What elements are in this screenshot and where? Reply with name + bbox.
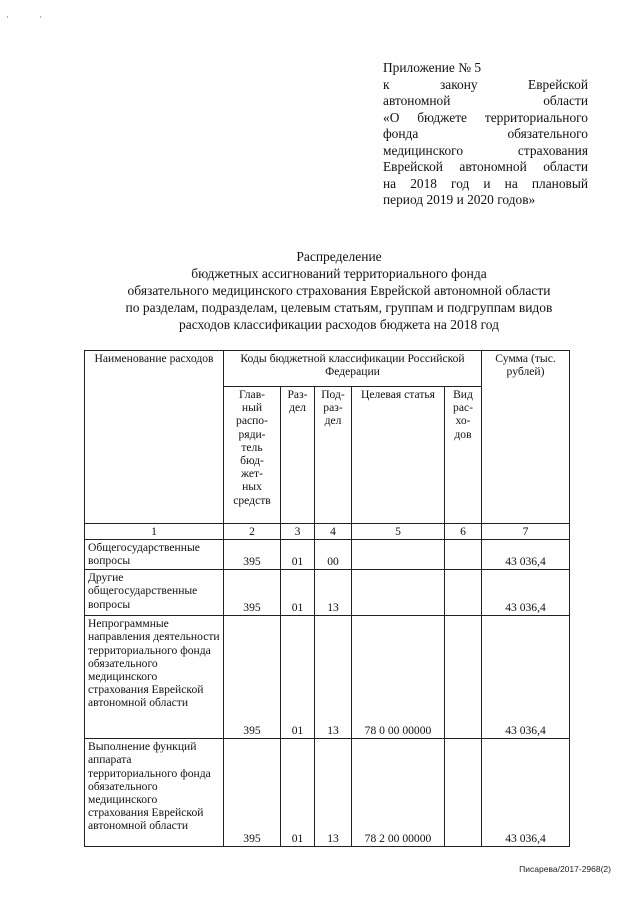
table-row [85, 570, 570, 616]
header-podrazdel: Под- раз- дел [315, 387, 352, 524]
footer-reference: Писарева/2017-2968(2) [519, 864, 611, 874]
row-razdel: 01 [281, 570, 315, 616]
row-podrazdel: 13 [315, 739, 352, 847]
row-sum: 43 036,4 [482, 739, 570, 847]
appendix-line: медицинского страхования [383, 142, 588, 158]
row-podrazdel: 00 [315, 540, 352, 570]
budget-table [84, 350, 570, 847]
title-line: Распределение [296, 249, 382, 264]
appendix-line: период 2019 и 2020 годов» [383, 192, 536, 207]
header-target: Целевая статья [352, 387, 445, 524]
row-glav: 395 [224, 570, 281, 616]
row-target [352, 570, 445, 616]
header-name: Наименование расходов [85, 351, 224, 524]
row-podrazdel: 13 [315, 570, 352, 616]
row-target: 78 2 00 00000 [352, 739, 445, 847]
appendix-line: Еврейской автономной области [383, 159, 588, 174]
title-line: по разделам, подразделам, целевым статьям, группам и подгруппам видов [125, 300, 553, 315]
title-line: бюджетных ассигнований территориального фонда [191, 266, 487, 281]
column-number: 4 [315, 524, 352, 540]
document-title [60, 248, 618, 333]
column-number: 7 [482, 524, 570, 540]
row-name: Выполнение функций аппарата территориального фонда обязательного медицинского страхования Еврейской автономной области [85, 739, 224, 847]
header-razdel: Раз- дел [281, 387, 315, 524]
row-razdel: 01 [281, 616, 315, 739]
column-number: 2 [224, 524, 281, 540]
header-vid: Вид рас- хо- дов [445, 387, 482, 524]
column-number: 5 [352, 524, 445, 540]
row-podrazdel: 13 [315, 616, 352, 739]
table-row [85, 540, 570, 570]
column-number: 3 [281, 524, 315, 540]
row-glav: 395 [224, 616, 281, 739]
row-vid [445, 616, 482, 739]
table-row [85, 739, 570, 847]
row-name: Непрограммные направления деятельности территориального фонда обязательного медицинского страхования Еврейской автономной области [85, 616, 224, 739]
title-line: обязательного медицинского страхования Еврейской автономной области [127, 283, 551, 298]
column-number: 1 [85, 524, 224, 540]
header-sum: Сумма (тыс. рублей) [482, 351, 570, 524]
header-codes: Коды бюджетной классификации Российской Федерации [224, 351, 482, 387]
row-target [352, 540, 445, 570]
column-number: 6 [445, 524, 482, 540]
row-razdel: 01 [281, 540, 315, 570]
appendix-line: на 2018 год и на плановый [383, 175, 588, 191]
appendix-line: фонда обязательного [383, 126, 588, 141]
row-razdel: 01 [281, 739, 315, 847]
row-name: Общегосударственные вопросы [85, 540, 224, 570]
row-vid [445, 739, 482, 847]
header-glav: Глав- ный распо- ряди- тель бюд- жет- ных средств [224, 387, 281, 524]
table-row [85, 616, 570, 739]
row-glav: 395 [224, 540, 281, 570]
row-target: 78 0 00 00000 [352, 616, 445, 739]
scan-artifact-dots: · · [6, 12, 57, 22]
appendix-line: автономной области [383, 93, 588, 108]
row-name: Другие общегосударственные вопросы [85, 570, 224, 616]
row-sum: 43 036,4 [482, 540, 570, 570]
appendix-line: к закону Еврейской [383, 76, 588, 92]
title-line: расходов классификации расходов бюджета на 2018 год [178, 317, 499, 332]
appendix-block [383, 60, 588, 209]
row-glav: 395 [224, 739, 281, 847]
row-vid [445, 540, 482, 570]
appendix-line: «О бюджете территориального [383, 109, 588, 125]
row-sum: 43 036,4 [482, 570, 570, 616]
row-sum: 43 036,4 [482, 616, 570, 739]
appendix-line: Приложение № 5 [383, 60, 482, 75]
row-vid [445, 570, 482, 616]
